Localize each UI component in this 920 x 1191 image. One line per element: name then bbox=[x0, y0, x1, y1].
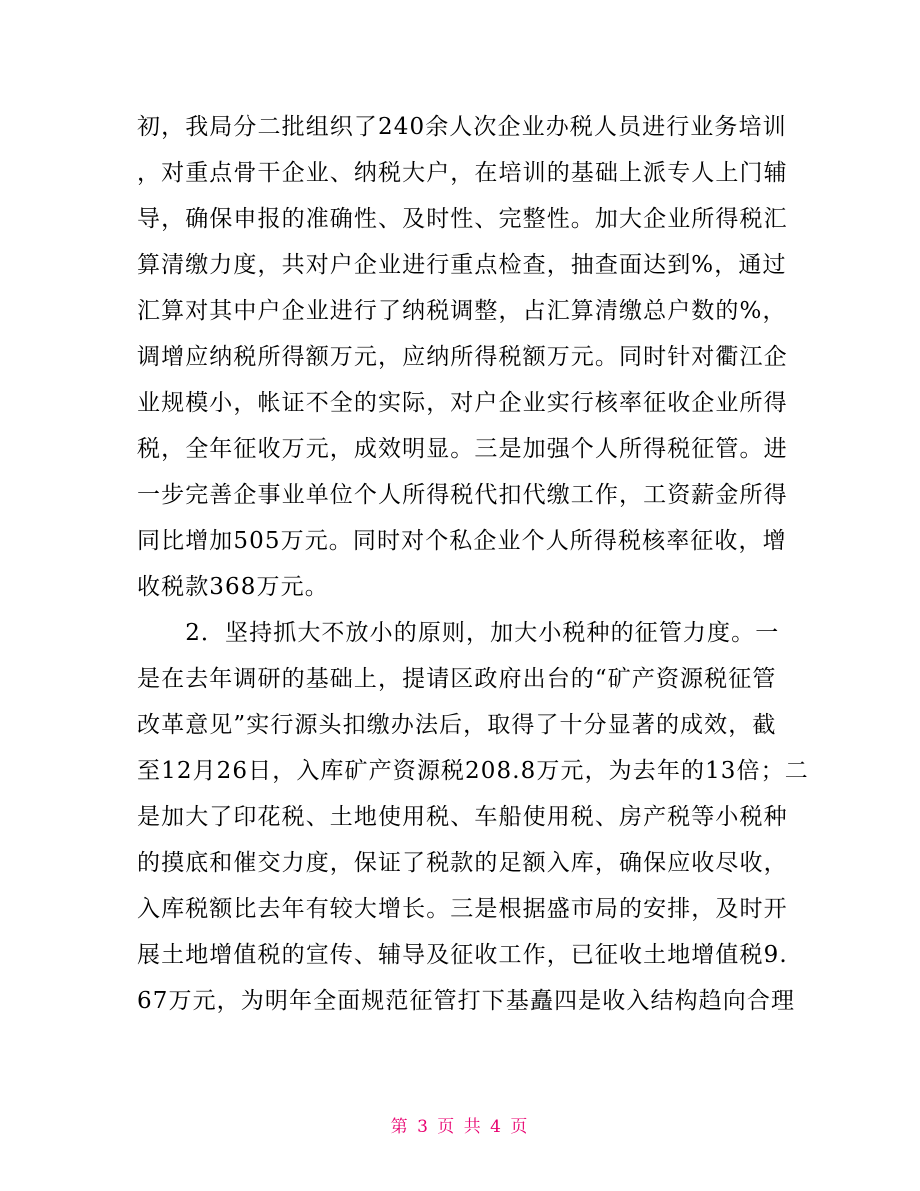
text-line: 初，我局分二批组织了240余人次企业办税人员进行业务培训 bbox=[137, 114, 787, 140]
text-line: 业规模小，帐证不全的实际，对户企业实行核率征收企业所得 bbox=[137, 390, 788, 416]
text-line: 导，确保申报的准确性、及时性、完整性。加大企业所得税汇 bbox=[137, 206, 788, 232]
text-line: 收税款368万元。 bbox=[137, 574, 329, 600]
text-line: 67万元，为明年全面规范征管打下基矗四是收入结构趋向合理 bbox=[137, 988, 796, 1014]
text-line: 的摸底和催交力度，保证了税款的足额入库，确保应收尽收， bbox=[137, 850, 788, 876]
body-text bbox=[137, 104, 809, 1024]
text-line: 展土地增值税的宣传、辅导及征收工作，已征收土地增值税9. bbox=[137, 942, 788, 968]
text-line: 汇算对其中户企业进行了纳税调整，占汇算清缴总户数的%， bbox=[137, 298, 787, 324]
text-line: 算清缴力度，共对户企业进行重点检查，抽查面达到%，通过 bbox=[137, 252, 787, 278]
text-line: 改革意见”实行源头扣缴办法后，取得了十分显著的成效，截 bbox=[137, 712, 777, 738]
text-line: 是在去年调研的基础上，提请区政府出台的“矿产资源税征管 bbox=[137, 666, 777, 692]
text-line: 至12月26日，入库矿产资源税208.8万元，为去年的13倍；二 bbox=[137, 758, 809, 784]
page-number-footer: 第 3 页 共 4 页 bbox=[390, 1117, 530, 1137]
text-line: 一步完善企事业单位个人所得税代扣代缴工作，工资薪金所得 bbox=[137, 482, 788, 508]
text-line: 是加大了印花税、土地使用税、车船使用税、房产税等小税种 bbox=[137, 804, 788, 830]
text-line: 调增应纳税所得额万元，应纳所得税额万元。同时针对衢江企 bbox=[137, 344, 788, 370]
paragraph-start-line: 2．坚持抓大不放小的原则，加大小税种的征管力度。一 bbox=[137, 620, 780, 646]
text-line: ，对重点骨干企业、纳税大户，在培训的基础上派专人上门辅 bbox=[137, 160, 788, 186]
text-line: 入库税额比去年有较大增长。三是根据盛市局的安排，及时开 bbox=[137, 896, 788, 922]
text-line: 同比增加505万元。同时对个私企业个人所得税核率征收，增 bbox=[137, 528, 787, 554]
text-line: 税，全年征收万元，成效明显。三是加强个人所得税征管。进 bbox=[137, 436, 788, 462]
